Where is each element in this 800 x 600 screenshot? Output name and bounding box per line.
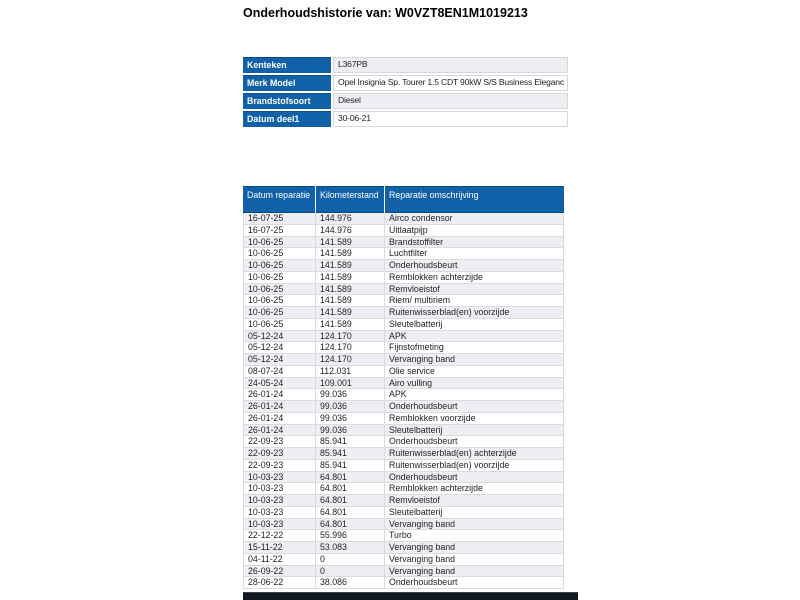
history-cell-km: 85.941 bbox=[316, 448, 385, 459]
info-label: Kenteken bbox=[243, 57, 331, 73]
history-row bbox=[244, 389, 564, 401]
history-cell-date: 16-07-25 bbox=[244, 225, 316, 236]
history-cell-desc: Onderhoudsbeurt bbox=[385, 401, 564, 412]
history-row bbox=[244, 307, 564, 319]
history-cell-km: 0 bbox=[316, 566, 385, 577]
history-row bbox=[244, 366, 564, 378]
history-cell-km: 85.941 bbox=[316, 460, 385, 471]
history-row bbox=[244, 401, 564, 413]
history-cell-km: 99.036 bbox=[316, 413, 385, 424]
history-cell-date: 10-03-23 bbox=[244, 472, 316, 483]
history-cell-desc: Remblokken achterzijde bbox=[385, 483, 564, 494]
history-header-cell: Reparatie omschrijving bbox=[385, 186, 564, 213]
history-cell-km: 141.589 bbox=[316, 237, 385, 248]
history-cell-km: 64.801 bbox=[316, 483, 385, 494]
history-cell-km: 64.801 bbox=[316, 519, 385, 530]
info-row bbox=[243, 75, 568, 91]
history-cell-desc: Brandstoffilter bbox=[385, 237, 564, 248]
history-cell-date: 26-09-22 bbox=[244, 566, 316, 577]
history-cell-date: 22-09-23 bbox=[244, 436, 316, 447]
history-cell-desc: Remvloeistof bbox=[385, 495, 564, 506]
history-row bbox=[244, 237, 564, 249]
history-cell-km: 141.589 bbox=[316, 272, 385, 283]
history-cell-date: 10-06-25 bbox=[244, 307, 316, 318]
history-cell-km: 0 bbox=[316, 554, 385, 565]
history-cell-desc: Ruitenwisserblad(en) achterzijde bbox=[385, 448, 564, 459]
history-cell-desc: Ruitenwisserblad(en) voorzijde bbox=[385, 307, 564, 318]
history-cell-date: 05-12-24 bbox=[244, 354, 316, 365]
history-row bbox=[244, 378, 564, 390]
info-label: Merk Model bbox=[243, 75, 331, 91]
history-cell-km: 144.976 bbox=[316, 225, 385, 236]
history-row bbox=[244, 272, 564, 284]
history-row bbox=[244, 519, 564, 531]
history-row bbox=[244, 413, 564, 425]
history-row bbox=[244, 331, 564, 343]
history-cell-km: 53.083 bbox=[316, 542, 385, 553]
history-cell-date: 10-03-23 bbox=[244, 483, 316, 494]
history-row bbox=[244, 260, 564, 272]
history-cell-desc: Vervanging band bbox=[385, 566, 564, 577]
vehicle-info-table bbox=[243, 57, 568, 129]
history-cell-date: 05-12-24 bbox=[244, 331, 316, 342]
history-cell-date: 22-12-22 bbox=[244, 530, 316, 541]
history-row bbox=[244, 495, 564, 507]
history-cell-desc: Vervanging band bbox=[385, 354, 564, 365]
history-cell-date: 26-01-24 bbox=[244, 413, 316, 424]
history-cell-desc: Airco condensor bbox=[385, 213, 564, 224]
info-label: Datum deel1 bbox=[243, 111, 331, 127]
history-cell-km: 141.589 bbox=[316, 319, 385, 330]
history-row bbox=[244, 342, 564, 354]
info-label: Brandstofsoort bbox=[243, 93, 331, 109]
history-cell-date: 10-06-25 bbox=[244, 295, 316, 306]
history-row bbox=[244, 554, 564, 566]
history-row bbox=[244, 436, 564, 448]
history-cell-date: 04-11-22 bbox=[244, 554, 316, 565]
history-cell-desc: Uitlaatpijp bbox=[385, 225, 564, 236]
history-cell-date: 26-01-24 bbox=[244, 389, 316, 400]
history-cell-km: 99.036 bbox=[316, 389, 385, 400]
history-cell-date: 10-06-25 bbox=[244, 260, 316, 271]
info-value: Diesel bbox=[333, 93, 568, 109]
history-cell-date: 24-05-24 bbox=[244, 378, 316, 389]
info-value: Opel Insignia Sp. Tourer 1.5 CDT 90kW S/S Business Eleganc bbox=[333, 75, 568, 91]
history-table bbox=[243, 186, 564, 589]
history-cell-date: 15-11-22 bbox=[244, 542, 316, 553]
info-row bbox=[243, 93, 568, 109]
history-cell-km: 85.941 bbox=[316, 436, 385, 447]
history-row bbox=[244, 542, 564, 554]
history-cell-desc: Remblokken voorzijde bbox=[385, 413, 564, 424]
history-cell-date: 05-12-24 bbox=[244, 342, 316, 353]
history-cell-km: 141.589 bbox=[316, 284, 385, 295]
history-cell-date: 10-06-25 bbox=[244, 284, 316, 295]
history-cell-km: 141.589 bbox=[316, 248, 385, 259]
history-row bbox=[244, 248, 564, 260]
history-cell-km: 109.001 bbox=[316, 378, 385, 389]
history-cell-desc: Sleutelbatterij bbox=[385, 319, 564, 330]
history-cell-desc: Olie service bbox=[385, 366, 564, 377]
history-row bbox=[244, 483, 564, 495]
history-row bbox=[244, 448, 564, 460]
history-cell-date: 10-03-23 bbox=[244, 495, 316, 506]
history-cell-km: 124.170 bbox=[316, 342, 385, 353]
info-value: 30-06-21 bbox=[333, 111, 568, 127]
history-header-cell: Kilometerstand bbox=[316, 186, 384, 213]
history-cell-desc: APK bbox=[385, 331, 564, 342]
history-cell-date: 16-07-25 bbox=[244, 213, 316, 224]
history-cell-km: 144.976 bbox=[316, 213, 385, 224]
history-header-cell: Datum reparatie bbox=[243, 186, 315, 213]
history-cell-desc: Airo vulling bbox=[385, 378, 564, 389]
page-title: Onderhoudshistorie van: W0VZT8EN1M1019213 bbox=[243, 6, 528, 20]
history-cell-desc: Luchtfilter bbox=[385, 248, 564, 259]
history-cell-desc: Remblokken achterzijde bbox=[385, 272, 564, 283]
history-cell-km: 124.170 bbox=[316, 331, 385, 342]
history-row bbox=[244, 425, 564, 437]
history-cell-desc: Onderhoudsbeurt bbox=[385, 436, 564, 447]
history-cell-km: 55.996 bbox=[316, 530, 385, 541]
history-row bbox=[244, 295, 564, 307]
history-cell-km: 99.036 bbox=[316, 425, 385, 436]
history-cell-date: 10-06-25 bbox=[244, 272, 316, 283]
history-cell-desc: Sleutelbatterij bbox=[385, 425, 564, 436]
history-cell-date: 10-06-25 bbox=[244, 319, 316, 330]
history-cell-date: 08-07-24 bbox=[244, 366, 316, 377]
history-row bbox=[244, 577, 564, 589]
history-cell-desc: Remvloeistof bbox=[385, 284, 564, 295]
history-cell-km: 124.170 bbox=[316, 354, 385, 365]
history-cell-desc: Vervanging band bbox=[385, 554, 564, 565]
history-cell-date: 10-03-23 bbox=[244, 507, 316, 518]
history-row bbox=[244, 225, 564, 237]
info-row bbox=[243, 57, 568, 73]
next-section-header-bar bbox=[243, 592, 578, 600]
history-header-row bbox=[243, 186, 564, 213]
history-table-body bbox=[243, 213, 564, 589]
history-cell-desc: Turbo bbox=[385, 530, 564, 541]
history-cell-km: 141.589 bbox=[316, 295, 385, 306]
history-cell-desc: APK bbox=[385, 389, 564, 400]
history-cell-date: 26-01-24 bbox=[244, 401, 316, 412]
history-cell-desc: Ruitenwisserblad(en) voorzijde bbox=[385, 460, 564, 471]
history-cell-km: 64.801 bbox=[316, 507, 385, 518]
info-value: L367PB bbox=[333, 57, 568, 73]
history-cell-date: 10-06-25 bbox=[244, 237, 316, 248]
history-cell-km: 64.801 bbox=[316, 472, 385, 483]
history-cell-km: 99.036 bbox=[316, 401, 385, 412]
history-cell-date: 22-09-23 bbox=[244, 460, 316, 471]
history-cell-desc: Vervanging band bbox=[385, 542, 564, 553]
history-cell-desc: Vervanging band bbox=[385, 519, 564, 530]
history-cell-km: 38.086 bbox=[316, 577, 385, 588]
info-row bbox=[243, 111, 568, 127]
history-row bbox=[244, 472, 564, 484]
history-row bbox=[244, 213, 564, 225]
history-cell-desc: Onderhoudsbeurt bbox=[385, 260, 564, 271]
history-cell-km: 112.031 bbox=[316, 366, 385, 377]
history-row bbox=[244, 566, 564, 578]
history-cell-date: 22-09-23 bbox=[244, 448, 316, 459]
history-row bbox=[244, 507, 564, 519]
history-cell-desc: Onderhoudsbeurt bbox=[385, 472, 564, 483]
history-cell-date: 10-06-25 bbox=[244, 248, 316, 259]
history-row bbox=[244, 530, 564, 542]
history-cell-date: 26-01-24 bbox=[244, 425, 316, 436]
history-cell-km: 64.801 bbox=[316, 495, 385, 506]
history-cell-km: 141.589 bbox=[316, 260, 385, 271]
history-cell-desc: Onderhoudsbeurt bbox=[385, 577, 564, 588]
history-row bbox=[244, 460, 564, 472]
history-cell-desc: Sleutelbatterij bbox=[385, 507, 564, 518]
history-row bbox=[244, 284, 564, 296]
history-cell-date: 28-06-22 bbox=[244, 577, 316, 588]
history-row bbox=[244, 319, 564, 331]
history-row bbox=[244, 354, 564, 366]
history-cell-desc: Fijnstofmeting bbox=[385, 342, 564, 353]
history-cell-date: 10-03-23 bbox=[244, 519, 316, 530]
history-cell-km: 141.589 bbox=[316, 307, 385, 318]
history-cell-desc: Riem/ multiriem bbox=[385, 295, 564, 306]
